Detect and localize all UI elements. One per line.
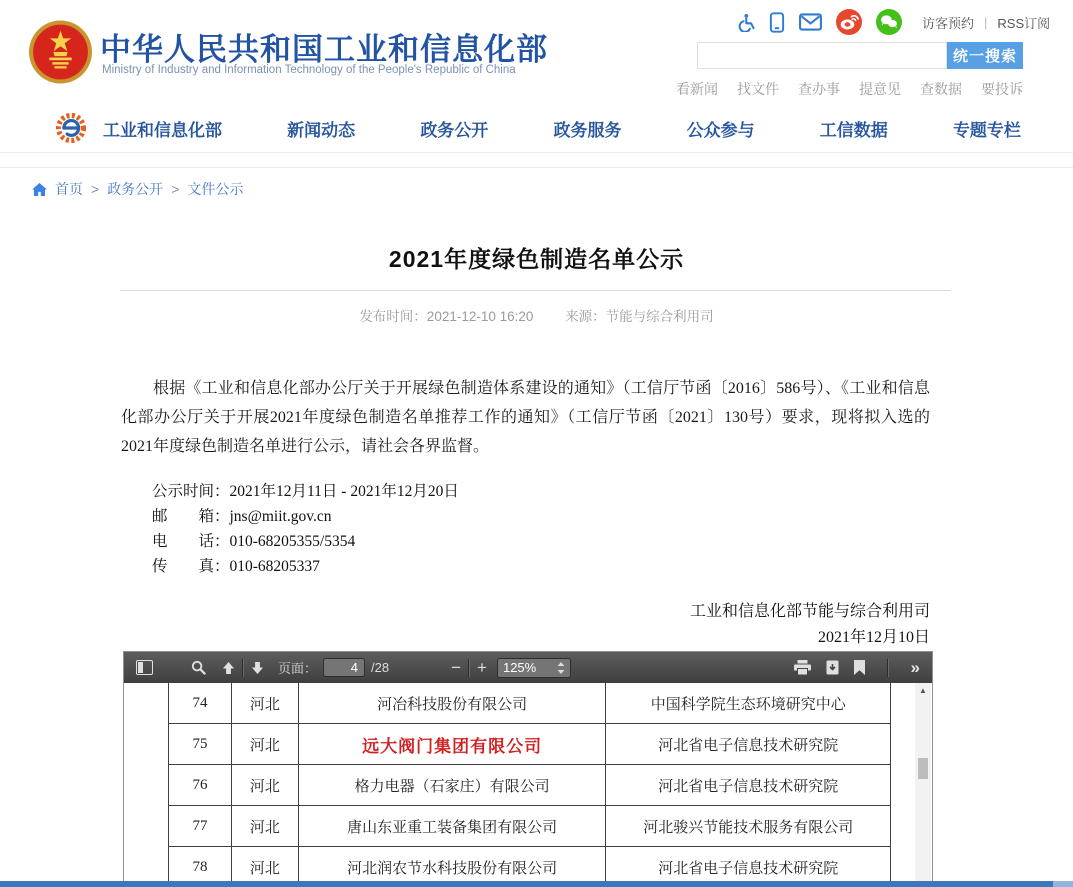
publicity-period: 公示时间：2021年12月11日 - 2021年12月20日: [152, 483, 459, 500]
cell-row-number: 75: [169, 724, 232, 764]
nav-item-gov-open[interactable]: 政务公开: [420, 120, 489, 140]
breadcrumb: [32, 179, 243, 199]
nav-item-public[interactable]: 公众参与: [686, 120, 755, 140]
signature-block: [690, 599, 930, 651]
page-number-input[interactable]: [323, 658, 365, 677]
zoom-level-value: 125%: [502, 660, 537, 675]
quick-links: [676, 79, 1023, 99]
national-emblem-logo: [28, 19, 93, 85]
nav-items: [103, 103, 1021, 153]
unified-search-button[interactable]: 统一搜索: [947, 42, 1023, 69]
table-row: [169, 847, 891, 885]
print-icon[interactable]: [794, 660, 811, 675]
pdf-toolbar: [124, 652, 932, 683]
cell-province: 河北: [232, 806, 299, 846]
bookmark-icon[interactable]: [854, 660, 865, 675]
sidebar-toggle-icon[interactable]: [136, 660, 153, 675]
toolbar-divider: [887, 659, 889, 677]
article-source: 来源：节能与综合利用司: [565, 309, 714, 324]
cell-organization: 河北骏兴节能技术服务有限公司: [606, 806, 891, 846]
main-nav: [0, 103, 1073, 153]
header-top-links: [922, 13, 1050, 32]
home-icon[interactable]: [32, 183, 47, 196]
zoom-level-select[interactable]: [497, 658, 571, 678]
spinner-arrows-icon: [557, 661, 565, 675]
cell-province: 河北: [232, 765, 299, 805]
cell-company: 河冶科技股份有限公司: [299, 683, 607, 723]
pdf-scrollbar[interactable]: [915, 683, 931, 885]
cell-province: 河北: [232, 683, 299, 723]
cell-row-number: 76: [169, 765, 232, 805]
nav-item-miit[interactable]: 工业和信息化部: [103, 120, 222, 140]
search-document-icon[interactable]: [191, 660, 206, 675]
breadcrumb-separator: >: [91, 181, 100, 197]
pdf-viewer: [123, 651, 933, 886]
contact-fax: 传 真：010-68205337: [152, 558, 320, 575]
next-page-icon[interactable]: [251, 661, 264, 675]
footer-top-border: [0, 881, 1073, 887]
title-divider: [120, 290, 951, 291]
nav-item-topics[interactable]: 专题专栏: [952, 120, 1021, 140]
cell-company: 唐山东亚重工装备集团有限公司: [299, 806, 607, 846]
table-row: [169, 765, 891, 806]
top-links-separator: |: [984, 14, 988, 30]
wechat-icon[interactable]: [876, 9, 902, 35]
cell-province: 河北: [232, 724, 299, 764]
quick-link-feedback[interactable]: 提意见: [859, 81, 901, 97]
cell-province: 河北: [232, 847, 299, 885]
contact-phone: 电 话：010-68205355/5354: [152, 533, 356, 550]
signature-department: 工业和信息化部节能与综合利用司: [689, 603, 930, 620]
page-label: 页面：: [278, 661, 318, 676]
cell-company-highlighted: 远大阀门集团有限公司: [299, 724, 607, 764]
breadcrumb-home[interactable]: 首页: [55, 181, 83, 197]
contact-info: [152, 479, 459, 579]
visitor-appointment-link[interactable]: 访客预约: [922, 15, 975, 31]
signature-date: 2021年12月10日: [817, 629, 930, 646]
cell-company: 格力电器（石家庄）有限公司: [299, 765, 607, 805]
toolbar-divider: [468, 659, 470, 677]
table-row-highlighted: [169, 724, 891, 765]
previous-page-icon[interactable]: [222, 661, 235, 675]
quick-link-complaint[interactable]: 要投诉: [981, 81, 1023, 97]
header-divider-strip: [0, 154, 1073, 168]
cell-row-number: 78: [169, 847, 232, 885]
toolbar-right-group: [794, 658, 920, 678]
rss-subscribe-link[interactable]: RSS订阅: [997, 15, 1051, 31]
accessibility-icon[interactable]: [736, 13, 755, 32]
mobile-icon[interactable]: [769, 12, 785, 33]
site-header: [0, 0, 1073, 103]
quick-link-data[interactable]: 查数据: [920, 81, 962, 97]
pdf-page-area: [124, 683, 932, 885]
nav-item-news[interactable]: 新闻动态: [287, 120, 356, 140]
zoom-in-icon[interactable]: +: [477, 657, 487, 677]
footer-top-border-light: [1053, 881, 1073, 887]
article-meta: [0, 305, 1073, 325]
weibo-icon[interactable]: [836, 9, 862, 35]
header-utility-bar: [736, 9, 1050, 35]
cell-company: 河北润农节水科技股份有限公司: [299, 847, 607, 885]
mail-icon[interactable]: [799, 13, 822, 31]
more-tools-icon[interactable]: »: [910, 657, 920, 677]
publish-time: 发布时间：2021-12-10 16:20: [359, 309, 534, 324]
breadcrumb-separator: >: [171, 181, 180, 197]
search-input[interactable]: [697, 42, 947, 69]
cell-organization: 中国科学院生态环境研究中心: [606, 683, 891, 723]
zoom-out-icon[interactable]: −: [451, 657, 462, 677]
page-total: /28: [371, 660, 390, 675]
contact-email: 邮 箱：jns@miit.gov.cn: [152, 508, 332, 525]
download-icon[interactable]: [826, 660, 839, 675]
nav-item-gov-service[interactable]: 政务服务: [553, 120, 622, 140]
toolbar-divider: [242, 659, 244, 677]
quick-link-files[interactable]: 找文件: [737, 81, 779, 97]
cell-row-number: 74: [169, 683, 232, 723]
miit-gear-e-icon: [54, 111, 88, 145]
cell-organization: 河北省电子信息技术研究院: [606, 765, 891, 805]
cell-organization: 河北省电子信息技术研究院: [606, 724, 891, 764]
article-paragraph: 根据《工业和信息化部办公厅关于开展绿色制造体系建设的通知》（工信厅节函〔2016〕586号）、《工业和信息化部办公厅关于开展2021年度绿色制造名单推荐工作的通知》（工信厅节函〔2021〕130号）要求，现将拟入选的2021年度绿色制造名单进行公示，请社会各界监督。: [121, 380, 930, 455]
breadcrumb-gov-open[interactable]: 政务公开: [107, 181, 164, 197]
green-manufacturing-table: [168, 683, 891, 885]
quick-link-news[interactable]: 看新闻: [676, 81, 718, 97]
site-title: 中华人民共和国工业和信息化部: [100, 32, 548, 67]
breadcrumb-file-publicity[interactable]: 文件公示: [187, 181, 244, 197]
table-row: [169, 683, 891, 724]
page-title: 2021年度绿色制造名单公示: [388, 246, 685, 272]
cell-organization: 河北省电子信息技术研究院: [606, 847, 891, 885]
scrollbar-up-arrow-icon[interactable]: ▲: [919, 686, 927, 695]
site-subtitle: Ministry of Industry and Information Technology of the People's Republic of China: [102, 64, 516, 76]
quick-link-services[interactable]: 查办事: [798, 81, 840, 97]
nav-item-data[interactable]: 工信数据: [819, 120, 888, 140]
table-row: [169, 806, 891, 847]
scrollbar-thumb[interactable]: [918, 758, 928, 779]
cell-row-number: 77: [169, 806, 232, 846]
